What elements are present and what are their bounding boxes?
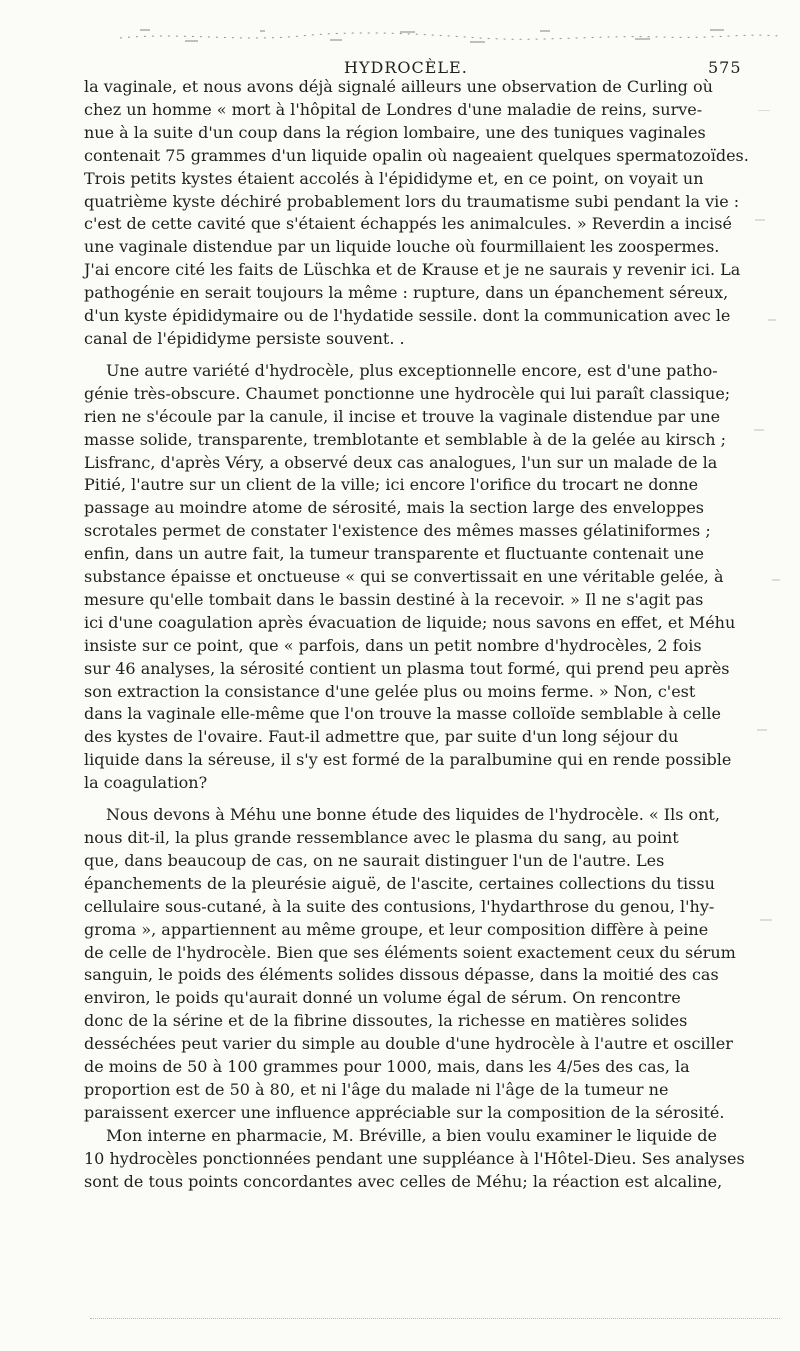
text-line: sanguin, le poids des éléments solides dissous dépasse, dans la moitié des cas [84,965,719,985]
text-line: substance épaisse et onctueuse « qui se convertissait en une véritable gelée, à [84,567,724,587]
text-line: Une autre variété d'hydrocèle, plus exceptionnelle encore, est d'une patho- [106,360,718,380]
scan-bottom-rule [90,1318,780,1320]
text-line: scrotales permet de constater l'existence des mêmes masses gélatiniformes ; [84,521,711,541]
text-line: mesure qu'elle tombait dans le bassin destiné à la recevoir. » Il ne s'agit pas [84,589,704,609]
text-line: Trois petits kystes étaient accolés à l'épididyme et, en ce point, on voyait un [84,168,704,188]
text-line: ici d'une coagulation après évacuation de liquide; nous savons en effet, et Méhu [84,612,736,632]
text-line: cellulaire sous-cutané, à la suite des contusions, l'hydarthrose du genou, l'hy- [84,896,715,916]
text-line: desséchées peut varier du simple au double d'une hydrocèle à l'autre et osciller [84,1034,733,1054]
text-line: canal de l'épididyme persiste souvent. . [84,328,405,348]
scan-noise-margin [750,110,790,1110]
text-line: Pitié, l'autre sur un client de la ville; ici encore l'orifice du trocart ne donne [84,475,699,495]
text-line: quatrième kyste déchiré probablement lors du traumatisme subi pendant la vie : [84,191,740,211]
text-line: d'un kyste épididymaire ou de l'hydatide sessile. dont la communication avec le [84,306,731,326]
text-line: nous dit-il, la plus grande ressemblance avec le plasma du sang, au point [84,828,679,847]
paragraph-2 [84,360,736,795]
text-line: donc de la sérine et de la fibrine dissoutes, la richesse en matières solides [84,1011,688,1031]
text-line: dans la vaginale elle-même que l'on trouve la masse colloïde semblable à celle [84,704,721,724]
text-line: proportion est de 50 à 80, et ni l'âge du malade ni l'âge de la tumeur ne [84,1079,669,1099]
text-line: passage au moindre atome de sérosité, mais la section large des enveloppes [84,498,705,518]
text-line: de celle de l'hydrocèle. Bien que ses éléments soient exactement ceux du sérum [84,942,736,962]
text-line: contenait 75 grammes d'un liquide opalin où nageaient quelques spermatozoïdes. [84,145,749,165]
text-line: 10 hydrocèles ponctionnées pendant une suppléance à l'Hôtel-Dieu. Ses analyses [84,1148,745,1168]
text-line: pathogénie en serait toujours la même : rupture, dans un épanchement séreux, [84,283,729,303]
text-line: la vaginale, et nous avons déjà signalé ailleurs une observation de Curling où [84,77,713,96]
text-line: insiste sur ce point, que « parfois, dans un petit nombre d'hydrocèles, 2 fois [84,635,702,655]
text-line: une vaginale distendue par un liquide louche où fourmillaient les zoospermes. [84,237,720,257]
text-line: Lisfranc, d'après Véry, a observé deux cas analogues, l'un sur un malade de la [84,452,718,472]
text-line: de moins de 50 à 100 grammes pour 1000, mais, dans les 4/5es des cas, la [84,1057,690,1077]
text-line: c'est de cette cavité que s'étaient échappés les animalcules. » Reverdin a incisé [84,214,732,234]
text-line: épanchements de la pleurésie aiguë, de l'ascite, certaines collections du tissu [84,873,715,893]
paragraph-3 [84,804,745,1193]
text-line: génie très-obscure. Chaumet ponctionne une hydrocèle qui lui paraît classique; [84,383,731,403]
body-text [84,76,749,1194]
scan-noise-top [120,26,780,46]
text-line: liquide dans la séreuse, il s'y est formé de la paralbumine qui en rende possible [84,750,732,770]
running-head: HYDROCÈLE. [344,58,468,77]
text-line: rien ne s'écoule par la canule, il incise et trouve la vaginale distendue par une [84,406,721,426]
text-line: la coagulation? [84,773,208,793]
page-number: 575 [708,58,742,77]
text-line: Mon interne en pharmacie, M. Bréville, a bien voulu examiner le liquide de [106,1125,717,1145]
text-line: environ, le poids qu'aurait donné un volume égal de sérum. On rencontre [84,988,681,1008]
text-line: enfin, dans un autre fait, la tumeur transparente et fluctuante contenait une [84,544,704,564]
text-line: nue à la suite d'un coup dans la région lombaire, une des tuniques vaginales [84,122,706,142]
text-line: groma », appartiennent au même groupe, et leur composition diffère à peine [84,919,709,939]
paragraph-1 [84,76,749,351]
text-line: J'ai encore cité les faits de Lüschka et de Krause et je ne saurais y revenir ici. La [84,260,741,280]
text-line: son extraction la consistance d'une gelée plus ou moins ferme. » Non, c'est [84,681,696,701]
text-line: sont de tous points concordantes avec celles de Méhu; la réaction est alcaline, [84,1171,723,1191]
text-line: Nous devons à Méhu une bonne étude des liquides de l'hydrocèle. « Ils ont, [106,805,720,825]
text-line: paraissent exercer une influence appréciable sur la composition de la sérosité. [84,1102,725,1122]
text-line: que, dans beaucoup de cas, on ne saurait distinguer l'un de l'autre. Les [84,850,665,870]
text-line: des kystes de l'ovaire. Faut-il admettre que, par suite d'un long séjour du [84,727,679,747]
text-line: chez un homme « mort à l'hôpital de Londres d'une maladie de reins, surve- [84,99,703,119]
text-line: sur 46 analyses, la sérosité contient un plasma tout formé, qui prend peu après [84,658,730,678]
text-line: masse solide, transparente, tremblotante et semblable à de la gelée au kirsch ; [84,429,727,449]
